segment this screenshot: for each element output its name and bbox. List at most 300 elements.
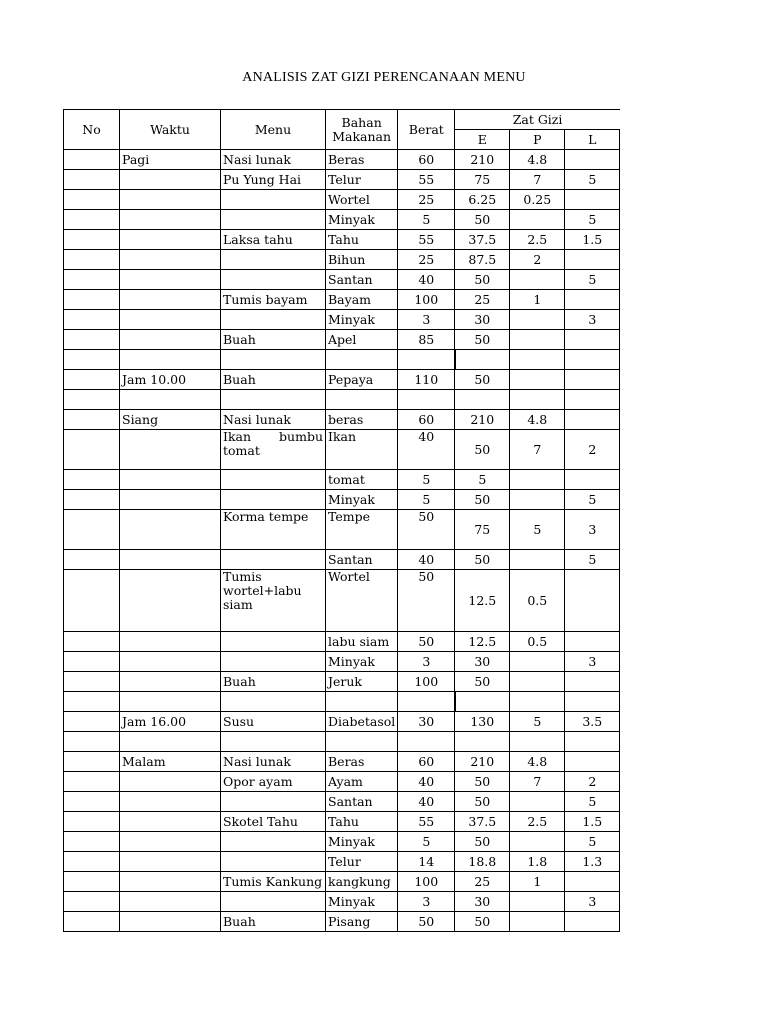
cell-p: 4.8 bbox=[510, 410, 565, 430]
cell-waktu bbox=[120, 672, 221, 692]
cell-no bbox=[64, 852, 120, 872]
table-row bbox=[64, 350, 620, 370]
cell-menu bbox=[221, 792, 326, 812]
cell-berat: 25 bbox=[398, 190, 455, 210]
cell-menu bbox=[221, 270, 326, 290]
cell-berat: 3 bbox=[398, 310, 455, 330]
cell-menu bbox=[221, 470, 326, 490]
table-row bbox=[64, 792, 620, 812]
cell-l: 5 bbox=[565, 832, 620, 852]
header-berat: Berat bbox=[398, 110, 455, 150]
cell-berat: 40 bbox=[398, 430, 455, 470]
cell-berat: 55 bbox=[398, 812, 455, 832]
cell-no bbox=[64, 490, 120, 510]
cell-menu: Buah bbox=[221, 330, 326, 350]
cell-p bbox=[510, 390, 565, 410]
cell-bahan: Santan bbox=[326, 550, 398, 570]
cell-bahan: Tahu bbox=[326, 812, 398, 832]
cell-p bbox=[510, 912, 565, 932]
cell-bahan: Diabetasol bbox=[326, 712, 398, 732]
cell-l bbox=[565, 570, 620, 632]
cell-no bbox=[64, 210, 120, 230]
cell-bahan bbox=[326, 390, 398, 410]
cell-menu bbox=[221, 892, 326, 912]
cell-no bbox=[64, 290, 120, 310]
cell-no bbox=[64, 430, 120, 470]
cell-l bbox=[565, 632, 620, 652]
cell-no bbox=[64, 350, 120, 370]
cell-waktu bbox=[120, 510, 221, 550]
cell-menu bbox=[221, 350, 326, 370]
cell-berat bbox=[398, 692, 455, 712]
cell-p bbox=[510, 370, 565, 390]
cell-p: 1 bbox=[510, 872, 565, 892]
cell-bahan bbox=[326, 692, 398, 712]
cell-p: 5 bbox=[510, 712, 565, 732]
cell-e: 87.5 bbox=[455, 250, 510, 270]
cell-waktu bbox=[120, 792, 221, 812]
table-row bbox=[64, 290, 620, 310]
cell-bahan: kangkung bbox=[326, 872, 398, 892]
cell-berat bbox=[398, 390, 455, 410]
table-row bbox=[64, 852, 620, 872]
cell-menu: Tumis wortel+labu siam bbox=[221, 570, 326, 632]
cell-e bbox=[455, 732, 510, 752]
cell-p: 2.5 bbox=[510, 230, 565, 250]
cell-bahan: Ikan bbox=[326, 430, 398, 470]
cell-l bbox=[565, 410, 620, 430]
cell-e: 50 bbox=[455, 210, 510, 230]
cell-l bbox=[565, 370, 620, 390]
table-row bbox=[64, 912, 620, 932]
cell-e: 210 bbox=[455, 150, 510, 170]
cell-menu bbox=[221, 490, 326, 510]
cell-e: 18.8 bbox=[455, 852, 510, 872]
cell-menu: Tumis bayam bbox=[221, 290, 326, 310]
cell-e: 50 bbox=[455, 832, 510, 852]
cell-berat bbox=[398, 350, 455, 370]
cell-l bbox=[565, 470, 620, 490]
cell-waktu bbox=[120, 210, 221, 230]
header-bahan-line2: Makanan bbox=[332, 128, 392, 144]
cell-e: 50 bbox=[455, 370, 510, 390]
cell-berat: 5 bbox=[398, 210, 455, 230]
cell-no bbox=[64, 150, 120, 170]
cell-menu bbox=[221, 652, 326, 672]
cell-e: 75 bbox=[455, 170, 510, 190]
cell-no bbox=[64, 310, 120, 330]
cell-no bbox=[64, 170, 120, 190]
cell-menu: Nasi lunak bbox=[221, 752, 326, 772]
table-row bbox=[64, 812, 620, 832]
cell-no bbox=[64, 330, 120, 350]
table-row bbox=[64, 732, 620, 752]
cell-menu: Opor ayam bbox=[221, 772, 326, 792]
cell-waktu bbox=[120, 732, 221, 752]
cell-no bbox=[64, 410, 120, 430]
cell-waktu: Jam 16.00 bbox=[120, 712, 221, 732]
cell-p: 4.8 bbox=[510, 752, 565, 772]
cell-bahan: Jeruk bbox=[326, 672, 398, 692]
cell-l bbox=[565, 290, 620, 310]
cell-bahan: Ayam bbox=[326, 772, 398, 792]
table-row bbox=[64, 510, 620, 550]
cell-l: 1.5 bbox=[565, 230, 620, 250]
cell-no bbox=[64, 912, 120, 932]
cell-p bbox=[510, 310, 565, 330]
table-row bbox=[64, 772, 620, 792]
cell-l bbox=[565, 732, 620, 752]
cell-p: 4.8 bbox=[510, 150, 565, 170]
cell-p: 0.5 bbox=[510, 632, 565, 652]
header-bahan-makanan bbox=[326, 110, 398, 150]
cell-l: 5 bbox=[565, 550, 620, 570]
table-row bbox=[64, 250, 620, 270]
cell-waktu bbox=[120, 310, 221, 330]
cell-e: 210 bbox=[455, 752, 510, 772]
cell-no bbox=[64, 390, 120, 410]
table-row bbox=[64, 872, 620, 892]
cell-menu bbox=[221, 550, 326, 570]
cell-p bbox=[510, 210, 565, 230]
cell-no bbox=[64, 752, 120, 772]
table-row bbox=[64, 270, 620, 290]
cell-bahan: Santan bbox=[326, 792, 398, 812]
cell-e: 12.5 bbox=[455, 632, 510, 652]
cell-bahan: Pisang bbox=[326, 912, 398, 932]
cell-l bbox=[565, 752, 620, 772]
cell-menu bbox=[221, 852, 326, 872]
cell-no bbox=[64, 270, 120, 290]
cell-p: 1.8 bbox=[510, 852, 565, 872]
cell-waktu bbox=[120, 490, 221, 510]
cell-bahan: Wortel bbox=[326, 570, 398, 632]
header-l: L bbox=[565, 130, 620, 150]
cell-bahan: beras bbox=[326, 410, 398, 430]
table-header bbox=[64, 110, 620, 150]
cell-p bbox=[510, 792, 565, 812]
cell-menu bbox=[221, 190, 326, 210]
header-menu: Menu bbox=[221, 110, 326, 150]
cell-p bbox=[510, 732, 565, 752]
cell-waktu bbox=[120, 230, 221, 250]
cell-menu: Laksa tahu bbox=[221, 230, 326, 250]
cell-l bbox=[565, 190, 620, 210]
cell-e: 50 bbox=[455, 330, 510, 350]
cell-l: 3 bbox=[565, 892, 620, 912]
cell-waktu bbox=[120, 190, 221, 210]
cell-l: 3 bbox=[565, 310, 620, 330]
cell-l bbox=[565, 330, 620, 350]
cell-bahan: Wortel bbox=[326, 190, 398, 210]
table-row bbox=[64, 390, 620, 410]
cell-p bbox=[510, 652, 565, 672]
cell-no bbox=[64, 792, 120, 812]
cell-waktu bbox=[120, 652, 221, 672]
table-row bbox=[64, 652, 620, 672]
cell-e: 50 bbox=[455, 490, 510, 510]
cell-bahan: tomat bbox=[326, 470, 398, 490]
cell-e: 210 bbox=[455, 410, 510, 430]
cell-e: 12.5 bbox=[455, 570, 510, 632]
cell-p bbox=[510, 832, 565, 852]
cell-e: 37.5 bbox=[455, 230, 510, 250]
cell-berat: 60 bbox=[398, 752, 455, 772]
cell-menu bbox=[221, 692, 326, 712]
cell-l bbox=[565, 692, 620, 712]
cell-no bbox=[64, 510, 120, 550]
header-no: No bbox=[64, 110, 120, 150]
cell-waktu bbox=[120, 832, 221, 852]
cell-waktu bbox=[120, 812, 221, 832]
header-e: E bbox=[455, 130, 510, 150]
cell-p: 0.5 bbox=[510, 570, 565, 632]
cell-e: 30 bbox=[455, 310, 510, 330]
cell-no bbox=[64, 652, 120, 672]
cell-p bbox=[510, 672, 565, 692]
cell-l bbox=[565, 912, 620, 932]
cell-menu: Nasi lunak bbox=[221, 150, 326, 170]
cell-menu: Skotel Tahu bbox=[221, 812, 326, 832]
cell-e bbox=[455, 692, 510, 712]
cell-l bbox=[565, 150, 620, 170]
cell-waktu bbox=[120, 550, 221, 570]
cell-bahan: Beras bbox=[326, 150, 398, 170]
cell-waktu: Pagi bbox=[120, 150, 221, 170]
cell-berat: 3 bbox=[398, 652, 455, 672]
cell-waktu bbox=[120, 872, 221, 892]
cell-menu: Susu bbox=[221, 712, 326, 732]
cell-berat: 100 bbox=[398, 672, 455, 692]
table-row bbox=[64, 672, 620, 692]
table-row bbox=[64, 470, 620, 490]
cell-no bbox=[64, 632, 120, 652]
cell-bahan: Minyak bbox=[326, 210, 398, 230]
cell-l: 5 bbox=[565, 170, 620, 190]
cell-menu bbox=[221, 632, 326, 652]
table-row bbox=[64, 832, 620, 852]
cell-menu: Buah bbox=[221, 370, 326, 390]
cell-p: 2.5 bbox=[510, 812, 565, 832]
cell-l bbox=[565, 350, 620, 370]
table-row bbox=[64, 410, 620, 430]
cell-e: 5 bbox=[455, 470, 510, 490]
cell-e: 30 bbox=[455, 892, 510, 912]
cell-berat: 40 bbox=[398, 792, 455, 812]
table-body bbox=[64, 150, 620, 932]
cell-no bbox=[64, 772, 120, 792]
table-row bbox=[64, 550, 620, 570]
cell-no bbox=[64, 250, 120, 270]
cell-p bbox=[510, 470, 565, 490]
cell-menu bbox=[221, 250, 326, 270]
cell-bahan: labu siam bbox=[326, 632, 398, 652]
cell-l: 2 bbox=[565, 430, 620, 470]
cell-waktu bbox=[120, 290, 221, 310]
cell-waktu bbox=[120, 250, 221, 270]
cell-menu bbox=[221, 390, 326, 410]
table-row bbox=[64, 490, 620, 510]
cell-p bbox=[510, 892, 565, 912]
cell-bahan: Telur bbox=[326, 852, 398, 872]
cell-waktu bbox=[120, 692, 221, 712]
cell-bahan: Santan bbox=[326, 270, 398, 290]
table-row bbox=[64, 752, 620, 772]
cell-berat: 5 bbox=[398, 470, 455, 490]
table-row bbox=[64, 430, 620, 470]
cell-bahan: Apel bbox=[326, 330, 398, 350]
cell-bahan: Minyak bbox=[326, 490, 398, 510]
cell-l: 5 bbox=[565, 490, 620, 510]
cell-berat: 50 bbox=[398, 912, 455, 932]
cell-e bbox=[455, 390, 510, 410]
cell-p bbox=[510, 270, 565, 290]
table-row bbox=[64, 692, 620, 712]
cell-l bbox=[565, 872, 620, 892]
table-row bbox=[64, 570, 620, 632]
cell-berat: 60 bbox=[398, 410, 455, 430]
cell-no bbox=[64, 832, 120, 852]
cell-berat: 40 bbox=[398, 550, 455, 570]
cell-no bbox=[64, 892, 120, 912]
cell-bahan: Beras bbox=[326, 752, 398, 772]
cell-berat: 40 bbox=[398, 772, 455, 792]
cell-menu: Buah bbox=[221, 912, 326, 932]
cell-l bbox=[565, 390, 620, 410]
cell-menu: Nasi lunak bbox=[221, 410, 326, 430]
cell-no bbox=[64, 570, 120, 632]
cell-e: 50 bbox=[455, 772, 510, 792]
cell-berat: 85 bbox=[398, 330, 455, 350]
table-row bbox=[64, 190, 620, 210]
cell-menu: Tumis Kankung bbox=[221, 872, 326, 892]
table-row bbox=[64, 230, 620, 250]
cell-berat: 5 bbox=[398, 490, 455, 510]
cell-berat: 50 bbox=[398, 570, 455, 632]
cell-no bbox=[64, 470, 120, 490]
table-row bbox=[64, 170, 620, 190]
cell-menu: Pu Yung Hai bbox=[221, 170, 326, 190]
cell-e: 75 bbox=[455, 510, 510, 550]
cell-e: 50 bbox=[455, 270, 510, 290]
cell-p bbox=[510, 330, 565, 350]
cell-l: 3.5 bbox=[565, 712, 620, 732]
cell-berat: 100 bbox=[398, 872, 455, 892]
cell-waktu bbox=[120, 570, 221, 632]
cell-berat: 100 bbox=[398, 290, 455, 310]
cell-p: 0.25 bbox=[510, 190, 565, 210]
cell-no bbox=[64, 692, 120, 712]
cell-bahan: Telur bbox=[326, 170, 398, 190]
cell-berat: 14 bbox=[398, 852, 455, 872]
cell-bahan: Tempe bbox=[326, 510, 398, 550]
cell-berat: 25 bbox=[398, 250, 455, 270]
cell-waktu bbox=[120, 350, 221, 370]
cell-l bbox=[565, 250, 620, 270]
cell-p: 7 bbox=[510, 170, 565, 190]
cell-bahan: Minyak bbox=[326, 310, 398, 330]
cell-menu: Buah bbox=[221, 672, 326, 692]
cell-no bbox=[64, 190, 120, 210]
cell-berat: 3 bbox=[398, 892, 455, 912]
cell-p bbox=[510, 350, 565, 370]
cell-bahan: Minyak bbox=[326, 652, 398, 672]
cell-e: 25 bbox=[455, 872, 510, 892]
header-bahan-line1: Bahan bbox=[341, 114, 382, 130]
cell-l: 1.3 bbox=[565, 852, 620, 872]
header-waktu: Waktu bbox=[120, 110, 221, 150]
cell-e: 50 bbox=[455, 792, 510, 812]
cell-bahan: Minyak bbox=[326, 832, 398, 852]
cell-e: 130 bbox=[455, 712, 510, 732]
cell-waktu bbox=[120, 632, 221, 652]
cell-waktu: Siang bbox=[120, 410, 221, 430]
cell-p: 7 bbox=[510, 772, 565, 792]
cell-berat: 110 bbox=[398, 370, 455, 390]
cell-no bbox=[64, 370, 120, 390]
table-row bbox=[64, 310, 620, 330]
cell-l: 5 bbox=[565, 210, 620, 230]
cell-no bbox=[64, 872, 120, 892]
cell-waktu bbox=[120, 430, 221, 470]
cell-l: 3 bbox=[565, 652, 620, 672]
cell-berat: 30 bbox=[398, 712, 455, 732]
cell-bahan: Tahu bbox=[326, 230, 398, 250]
cell-menu bbox=[221, 732, 326, 752]
cell-no bbox=[64, 672, 120, 692]
cell-p bbox=[510, 692, 565, 712]
cell-p: 2 bbox=[510, 250, 565, 270]
cell-waktu bbox=[120, 772, 221, 792]
cell-l: 5 bbox=[565, 270, 620, 290]
cell-berat: 60 bbox=[398, 150, 455, 170]
cell-bahan: Minyak bbox=[326, 892, 398, 912]
cell-p bbox=[510, 550, 565, 570]
cell-menu bbox=[221, 310, 326, 330]
cell-berat bbox=[398, 732, 455, 752]
cell-berat: 5 bbox=[398, 832, 455, 852]
cell-waktu bbox=[120, 270, 221, 290]
table-row bbox=[64, 150, 620, 170]
cell-p: 5 bbox=[510, 510, 565, 550]
cell-p: 7 bbox=[510, 430, 565, 470]
cell-e: 6.25 bbox=[455, 190, 510, 210]
cell-waktu: Jam 10.00 bbox=[120, 370, 221, 390]
cell-waktu bbox=[120, 470, 221, 490]
cell-e bbox=[455, 350, 510, 370]
cell-waktu: Malam bbox=[120, 752, 221, 772]
cell-menu: Ikan bumbu tomat bbox=[221, 430, 326, 470]
cell-no bbox=[64, 550, 120, 570]
table-row bbox=[64, 892, 620, 912]
cell-waktu bbox=[120, 852, 221, 872]
cell-no bbox=[64, 812, 120, 832]
cell-e: 50 bbox=[455, 912, 510, 932]
cell-e: 50 bbox=[455, 430, 510, 470]
cell-bahan: Bihun bbox=[326, 250, 398, 270]
cell-menu bbox=[221, 832, 326, 852]
table-row bbox=[64, 330, 620, 350]
page-title: ANALISIS ZAT GIZI PERENCANAAN MENU bbox=[242, 70, 526, 85]
cell-waktu bbox=[120, 892, 221, 912]
cell-no bbox=[64, 712, 120, 732]
cell-no bbox=[64, 732, 120, 752]
cell-e: 25 bbox=[455, 290, 510, 310]
cell-e: 50 bbox=[455, 672, 510, 692]
cell-bahan: Bayam bbox=[326, 290, 398, 310]
nutrition-table bbox=[63, 109, 620, 932]
cell-waktu bbox=[120, 330, 221, 350]
